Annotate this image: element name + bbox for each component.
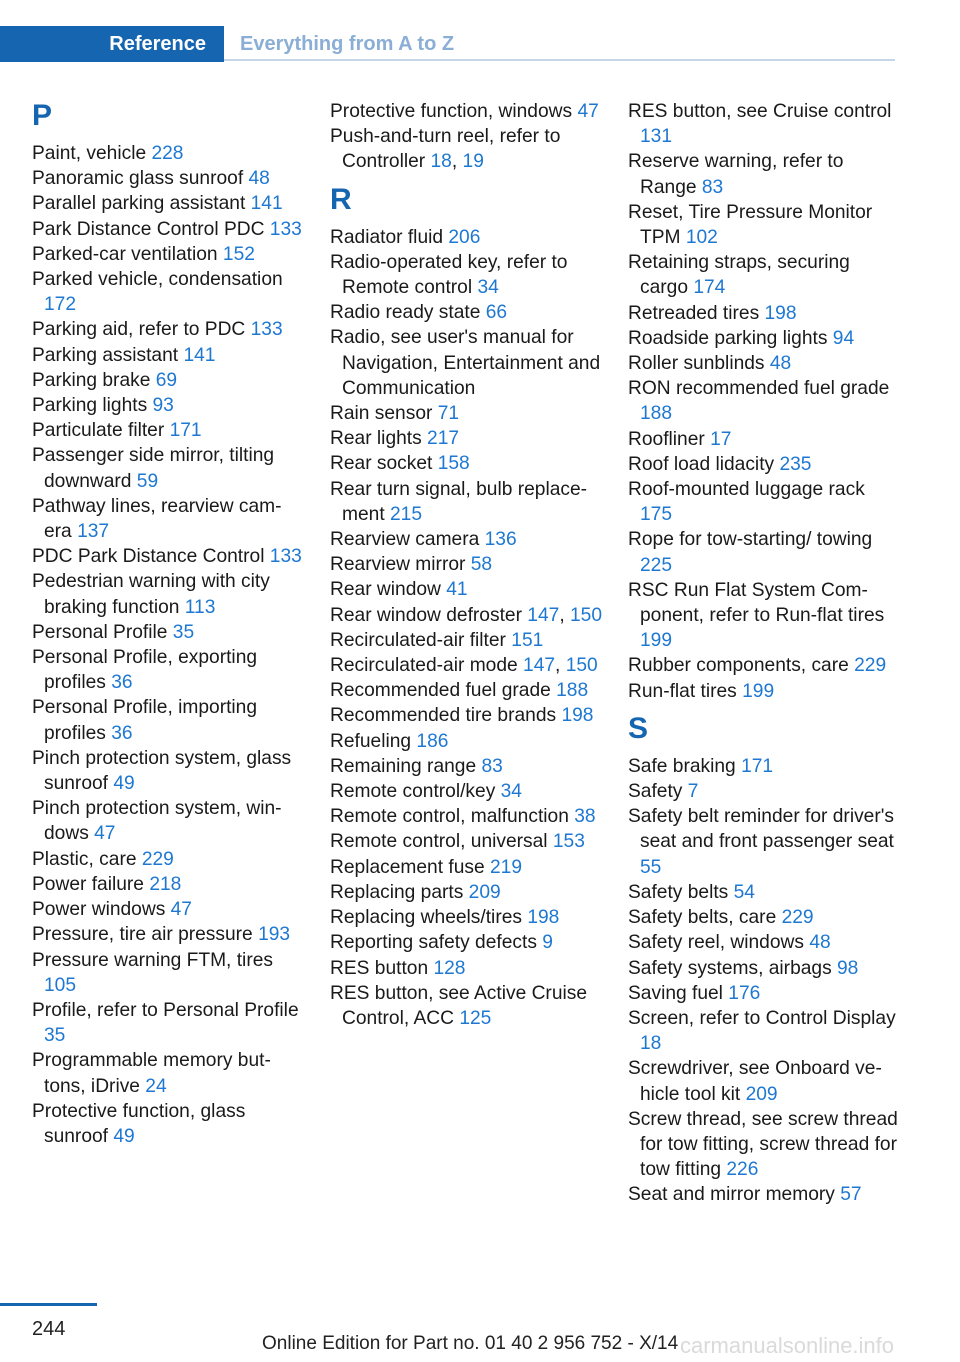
index-entry-text: Push-and-turn reel, refer to Controller bbox=[330, 126, 561, 173]
index-entry bbox=[628, 1107, 898, 1183]
index-entry-text: Retaining straps, securing cargo bbox=[628, 252, 850, 299]
index-entry bbox=[628, 905, 898, 930]
page-number: 244 bbox=[32, 1318, 66, 1340]
index-entry-text: Protective function, windows bbox=[330, 101, 578, 122]
index-entry-text: RES button, see Active Cruise Control, ACC bbox=[330, 982, 588, 1029]
page-link[interactable]: 9 bbox=[542, 932, 553, 954]
index-entry-text: Rearview mirror bbox=[330, 554, 471, 576]
page-link[interactable]: 83 bbox=[701, 176, 724, 198]
index-entry bbox=[32, 796, 302, 846]
page-link[interactable]: 48 bbox=[809, 932, 831, 954]
index-entry bbox=[628, 981, 898, 1006]
page-link[interactable]: 235 bbox=[779, 453, 812, 475]
page-link[interactable]: 98 bbox=[837, 957, 859, 979]
index-entry-text: Safety belt reminder for driver's seat and front passenger seat bbox=[628, 806, 894, 853]
page-link[interactable]: 188 bbox=[640, 403, 673, 425]
index-entry-text: Remaining range bbox=[330, 755, 482, 777]
page-link[interactable]: 174 bbox=[693, 277, 726, 299]
index-entry bbox=[330, 225, 602, 250]
index-entry bbox=[330, 829, 602, 854]
index-entry-text: Replacing wheels/tires bbox=[330, 907, 528, 929]
page-link[interactable]: 141 bbox=[250, 193, 283, 215]
index-entry bbox=[32, 1099, 302, 1149]
index-entry bbox=[628, 452, 898, 477]
page-link[interactable]: 131 bbox=[640, 126, 673, 148]
index-entry bbox=[32, 343, 302, 368]
index-entry bbox=[32, 217, 302, 242]
page-link[interactable]: 38 bbox=[574, 806, 596, 828]
index-entry bbox=[330, 577, 602, 602]
index-entry-text: Reserve warning, refer to Range bbox=[628, 151, 844, 198]
index-letter-heading: R bbox=[330, 182, 352, 216]
index-entry bbox=[330, 603, 602, 628]
page-link[interactable]: 69 bbox=[155, 369, 178, 391]
index-entry bbox=[32, 847, 302, 872]
page-link[interactable]: 150 bbox=[565, 655, 598, 677]
index-entry bbox=[330, 703, 602, 728]
index-entry-text: Pedestrian warning with city braking function bbox=[32, 571, 270, 618]
page-link[interactable]: 105 bbox=[44, 974, 77, 996]
footer-rule bbox=[0, 1303, 97, 1306]
page-link[interactable]: 218 bbox=[149, 873, 182, 895]
index-entry-text: Radiator fluid bbox=[330, 226, 449, 248]
index-entry-text: Protective function, glass sunroof bbox=[32, 1100, 246, 1147]
page-separator: , bbox=[559, 604, 570, 626]
page-link[interactable]: 172 bbox=[44, 294, 77, 316]
index-entry bbox=[32, 494, 302, 544]
page-link[interactable]: 217 bbox=[427, 428, 460, 450]
index-entry-text: Power failure bbox=[32, 873, 150, 895]
page-link[interactable]: 94 bbox=[832, 327, 855, 349]
page-link[interactable]: 152 bbox=[222, 243, 255, 265]
index-letter-heading: S bbox=[628, 711, 649, 745]
index-entry-text: Rear window defroster bbox=[330, 604, 528, 626]
page-link[interactable]: 225 bbox=[640, 554, 673, 576]
page-link[interactable]: 186 bbox=[416, 730, 449, 752]
index-entry bbox=[330, 426, 602, 451]
index-entry bbox=[628, 301, 898, 326]
index-entry-text: Profile, refer to Personal Profile bbox=[32, 999, 299, 1021]
index-entry-text: PDC Park Distance Control bbox=[32, 546, 270, 568]
header-rule bbox=[224, 59, 895, 61]
index-entry bbox=[32, 746, 302, 796]
page-link[interactable]: 209 bbox=[745, 1083, 778, 1105]
index-entry bbox=[32, 443, 302, 493]
page-link[interactable]: 133 bbox=[250, 319, 283, 341]
index-entry bbox=[628, 930, 898, 955]
page-link[interactable]: 136 bbox=[484, 529, 517, 551]
index-entry bbox=[330, 729, 602, 754]
index-entry-text: Remote control/key bbox=[330, 781, 501, 803]
page-link[interactable]: 24 bbox=[145, 1075, 167, 1097]
page-link[interactable]: 36 bbox=[111, 672, 133, 694]
index-entry-text: Rear socket bbox=[330, 453, 438, 475]
index-entry bbox=[330, 99, 602, 124]
index-entry bbox=[330, 628, 602, 653]
index-column-1 bbox=[32, 99, 302, 1149]
page-separator: , bbox=[451, 151, 463, 173]
page-link[interactable]: 158 bbox=[437, 453, 470, 475]
index-entry bbox=[330, 678, 602, 703]
page-link[interactable]: 35 bbox=[44, 1025, 66, 1047]
index-entry bbox=[628, 200, 898, 250]
page-link[interactable]: 48 bbox=[248, 168, 270, 190]
index-entry bbox=[330, 124, 602, 174]
index-entry bbox=[330, 779, 602, 804]
index-entry bbox=[32, 998, 302, 1048]
index-entry-text: Personal Profile, exporting profiles bbox=[32, 647, 258, 694]
index-entry-text: Parked-car ventilation bbox=[32, 243, 223, 265]
index-entry-text: Power windows bbox=[32, 899, 171, 921]
index-entry bbox=[32, 317, 302, 342]
index-entry bbox=[628, 1056, 898, 1106]
page-separator: , bbox=[555, 655, 566, 677]
index-entry bbox=[330, 451, 602, 476]
index-entry-text: Recommended tire brands bbox=[330, 705, 562, 727]
index-entry bbox=[628, 527, 898, 577]
page-link[interactable]: 19 bbox=[462, 151, 484, 173]
index-entry bbox=[330, 930, 602, 955]
index-entry bbox=[628, 880, 898, 905]
index-entry-text: Safe braking bbox=[628, 755, 742, 777]
page-link[interactable]: 226 bbox=[726, 1159, 759, 1181]
index-entry bbox=[32, 897, 302, 922]
index-entry bbox=[628, 427, 898, 452]
index-entry bbox=[330, 477, 602, 527]
index-entry-text: Parking aid, refer to PDC bbox=[32, 319, 251, 341]
section-tab[interactable]: Reference bbox=[0, 26, 224, 62]
page-link[interactable]: 199 bbox=[742, 680, 775, 702]
page-link[interactable]: 18 bbox=[640, 1033, 662, 1055]
index-entry-text: Refueling bbox=[330, 730, 417, 752]
page-link[interactable]: 199 bbox=[640, 630, 673, 652]
index-entry-text: RES button bbox=[330, 957, 434, 979]
page-link[interactable]: 128 bbox=[433, 957, 466, 979]
index-entry-text: Rearview camera bbox=[330, 529, 485, 551]
page-link[interactable]: 18 bbox=[430, 151, 452, 173]
index-entry bbox=[330, 653, 602, 678]
page-link[interactable]: 147 bbox=[527, 604, 560, 626]
page-link[interactable]: 228 bbox=[151, 143, 184, 164]
index-entry bbox=[32, 1048, 302, 1098]
index-entry bbox=[628, 804, 898, 880]
page-header bbox=[0, 26, 895, 62]
index-entry-text: Radio ready state bbox=[330, 302, 486, 324]
page-link[interactable]: 137 bbox=[77, 521, 110, 543]
page-link[interactable]: 35 bbox=[172, 621, 195, 643]
index-entry-text: Safety systems, airbags bbox=[628, 957, 838, 979]
index-entry-text: Remote control, universal bbox=[330, 831, 553, 853]
page-link[interactable]: 58 bbox=[470, 554, 493, 576]
index-entry-text: Rubber components, care bbox=[628, 655, 855, 677]
index-entry-text: Screen, refer to Control Display bbox=[628, 1007, 896, 1029]
index-entry-text: Safety reel, windows bbox=[628, 932, 810, 954]
page-link[interactable]: 215 bbox=[390, 503, 423, 525]
index-letter-heading: P bbox=[32, 99, 53, 132]
page-link[interactable]: 209 bbox=[468, 881, 501, 903]
index-entry-text: Radio, see user's manual for Navigation, Entertainment and Communication bbox=[330, 327, 601, 399]
index-entry bbox=[628, 653, 898, 678]
page-link[interactable]: 141 bbox=[183, 344, 216, 366]
index-entry bbox=[32, 191, 302, 216]
page-link[interactable]: 47 bbox=[577, 101, 599, 122]
index-entry bbox=[330, 527, 602, 552]
page-link[interactable]: 83 bbox=[481, 755, 503, 777]
index-entry bbox=[628, 250, 898, 300]
index-entry bbox=[32, 695, 302, 745]
index-entry-text: Programmable memory buttons, iDrive bbox=[32, 1050, 271, 1097]
page-link[interactable]: 34 bbox=[500, 781, 522, 803]
index-entry-text: Roof load lidacity bbox=[628, 453, 780, 475]
page-link[interactable]: 219 bbox=[489, 856, 522, 878]
index-entry bbox=[330, 300, 602, 325]
index-entry bbox=[628, 578, 898, 654]
index-entry-text: Parking assistant bbox=[32, 344, 184, 366]
index-entry bbox=[32, 948, 302, 998]
page-link[interactable]: 206 bbox=[448, 226, 481, 248]
index-entry-text: Particulate filter bbox=[32, 420, 170, 442]
page-link[interactable]: 71 bbox=[437, 403, 460, 425]
index-entry-text: Seat and mirror memory bbox=[628, 1184, 841, 1206]
index-entry-text: Screw thread, see screw thread for tow fitting, screw thread for tow fitting bbox=[628, 1108, 898, 1181]
index-entry-text: Reporting safety defects bbox=[330, 932, 543, 954]
index-entry-text: RSC Run Flat System Component, refer to Run-flat tires bbox=[628, 579, 885, 627]
page-link[interactable]: 59 bbox=[136, 470, 159, 492]
index-entry bbox=[330, 754, 602, 779]
index-entry bbox=[628, 477, 898, 527]
page-link[interactable]: 55 bbox=[640, 856, 662, 878]
page-link[interactable]: 34 bbox=[477, 277, 499, 299]
index-entry bbox=[32, 166, 302, 191]
index-entry bbox=[330, 956, 602, 981]
index-entry-text: Recirculated-air mode bbox=[330, 655, 524, 677]
index-entry-text: Rope for tow-starting/ towing bbox=[628, 529, 873, 551]
index-entry-text: Personal Profile, importing profiles bbox=[32, 697, 258, 744]
index-entry bbox=[32, 620, 302, 645]
index-entry bbox=[32, 368, 302, 393]
index-entry bbox=[628, 1006, 898, 1056]
index-entry bbox=[628, 754, 898, 779]
page-link[interactable]: 66 bbox=[485, 302, 508, 324]
index-entry-text: RON recommended fuel grade bbox=[628, 378, 890, 400]
page-link[interactable]: 41 bbox=[446, 579, 468, 601]
page-link[interactable]: 198 bbox=[527, 907, 560, 929]
index-entry-text: Rear turn signal, bulb replacement bbox=[330, 478, 588, 525]
index-entry-text: Rain sensor bbox=[330, 403, 438, 425]
index-entry-text: Replacing parts bbox=[330, 881, 469, 903]
page-link[interactable]: 198 bbox=[561, 705, 594, 727]
page-link[interactable]: 57 bbox=[840, 1184, 862, 1206]
index-entry-text: Pinch protection system, windows bbox=[32, 798, 282, 845]
page-link[interactable]: 198 bbox=[764, 302, 797, 324]
index-entry bbox=[628, 99, 898, 149]
index-entry bbox=[330, 905, 602, 930]
index-entry-text: Recirculated-air filter bbox=[330, 629, 512, 651]
page-link[interactable]: 36 bbox=[111, 722, 133, 744]
index-entry bbox=[32, 569, 302, 619]
index-entry bbox=[32, 393, 302, 418]
page-link[interactable]: 151 bbox=[511, 629, 544, 651]
index-entry-text: Parking brake bbox=[32, 369, 156, 391]
index-entry-text: Roadside parking lights bbox=[628, 327, 833, 349]
index-entry-text: Pinch protection system, glass sunroof bbox=[32, 747, 292, 795]
index-entry bbox=[32, 872, 302, 897]
page-link[interactable]: 48 bbox=[769, 353, 792, 375]
index-entry bbox=[32, 267, 302, 317]
index-entry bbox=[32, 922, 302, 947]
page-link[interactable]: 49 bbox=[113, 773, 135, 795]
page-link[interactable]: 176 bbox=[728, 982, 761, 1004]
index-entry-text: Roof-mounted luggage rack bbox=[628, 479, 865, 501]
index-entry bbox=[628, 149, 898, 199]
index-entry-text: Rear window bbox=[330, 579, 447, 601]
index-entry bbox=[330, 981, 602, 1031]
index-entry-text: Retreaded tires bbox=[628, 302, 765, 324]
page-link[interactable]: 171 bbox=[741, 755, 774, 777]
index-entry bbox=[330, 880, 602, 905]
index-entry bbox=[628, 956, 898, 981]
index-entry-text: Screwdriver, see Onboard vehicle tool kit bbox=[628, 1058, 882, 1105]
page-link[interactable]: 125 bbox=[459, 1007, 492, 1029]
page-link[interactable]: 17 bbox=[710, 428, 732, 450]
index-entry-text: Pressure, tire air pressure bbox=[32, 924, 259, 946]
index-entry-text: Parked vehicle, condensation bbox=[32, 269, 283, 291]
index-entry-text: Pathway lines, rearview camera bbox=[32, 495, 282, 543]
index-entry bbox=[628, 779, 898, 804]
index-entry bbox=[32, 418, 302, 443]
page-link[interactable]: 229 bbox=[781, 907, 814, 929]
index-entry-text: Radio-operated key, refer to Remote control bbox=[330, 251, 568, 299]
index-entry-text: Personal Profile bbox=[32, 621, 173, 643]
index-entry bbox=[32, 544, 302, 569]
page-link[interactable]: 133 bbox=[269, 218, 302, 240]
page-link[interactable]: 47 bbox=[94, 823, 116, 845]
index-entry-text: Recommended fuel grade bbox=[330, 680, 557, 702]
page-link[interactable]: 171 bbox=[169, 420, 202, 442]
index-entry-text: Roofliner bbox=[628, 428, 711, 450]
index-column-2 bbox=[330, 99, 602, 1031]
page-link[interactable]: 153 bbox=[552, 831, 585, 853]
index-entry-text: RES button, see Cruise control bbox=[628, 101, 892, 122]
page-link[interactable]: 113 bbox=[184, 596, 216, 618]
subsection-title[interactable]: Everything from A to Z bbox=[240, 33, 455, 55]
page-link[interactable]: 54 bbox=[733, 881, 755, 903]
index-entry-text: Parallel parking assistant bbox=[32, 193, 251, 215]
index-entry-text: Saving fuel bbox=[628, 982, 729, 1004]
index-entry-text: Panoramic glass sunroof bbox=[32, 168, 249, 190]
index-entry bbox=[628, 326, 898, 351]
index-entry-text: Replacement fuse bbox=[330, 856, 490, 878]
index-entry-text: Safety belts bbox=[628, 881, 734, 903]
index-entry-text: Pressure warning FTM, tires bbox=[32, 949, 273, 971]
watermark: carmanualsonline.info bbox=[680, 1333, 895, 1358]
page-link[interactable]: 102 bbox=[685, 227, 718, 249]
index-entry-text: Remote control, malfunction bbox=[330, 806, 575, 828]
index-entry-text: Paint, vehicle bbox=[32, 143, 152, 164]
edition-note: Online Edition for Part no. 01 40 2 956 752 - X/14 bbox=[262, 1333, 679, 1354]
index-entry bbox=[330, 855, 602, 880]
index-entry-text: Plastic, care bbox=[32, 848, 142, 870]
index-entry bbox=[330, 552, 602, 577]
page-link[interactable]: 93 bbox=[152, 395, 174, 417]
index-entry bbox=[628, 1182, 898, 1207]
page-link[interactable]: 49 bbox=[113, 1125, 135, 1147]
index-entry-text: Safety bbox=[628, 781, 688, 803]
index-entry-text: Reset, Tire Pressure Monitor TPM bbox=[628, 201, 873, 249]
index-entry bbox=[330, 250, 602, 300]
index-entry bbox=[32, 141, 302, 166]
page-link[interactable]: 188 bbox=[556, 680, 589, 702]
index-entry bbox=[628, 351, 898, 376]
index-entry-text: Run-flat tires bbox=[628, 680, 743, 702]
index-entry-text: Passenger side mirror, tilting downward bbox=[32, 445, 275, 492]
page-link[interactable]: 147 bbox=[523, 655, 556, 677]
page-link[interactable]: 7 bbox=[687, 781, 699, 803]
page-link[interactable]: 229 bbox=[141, 848, 174, 870]
index-entry-text: Roller sunblinds bbox=[628, 353, 770, 375]
page-link[interactable]: 47 bbox=[170, 899, 192, 921]
index-entry-text: Safety belts, care bbox=[628, 907, 782, 929]
page-link[interactable]: 193 bbox=[258, 924, 291, 946]
index-entry bbox=[628, 376, 898, 426]
index-entry bbox=[330, 804, 602, 829]
page-link[interactable]: 229 bbox=[854, 655, 887, 677]
index-entry-text: Parking lights bbox=[32, 395, 153, 417]
index-entry-text: Rear lights bbox=[330, 428, 428, 450]
index-entry bbox=[32, 242, 302, 267]
index-column-3 bbox=[628, 99, 898, 1208]
page-link[interactable]: 133 bbox=[269, 546, 302, 568]
index-entry bbox=[330, 401, 602, 426]
index-entry bbox=[32, 645, 302, 695]
page-link[interactable]: 175 bbox=[640, 504, 673, 526]
index-entry bbox=[330, 325, 602, 401]
page-link[interactable]: 150 bbox=[569, 604, 602, 626]
index-entry bbox=[628, 679, 898, 704]
index-entry-text: Park Distance Control PDC bbox=[32, 218, 270, 240]
